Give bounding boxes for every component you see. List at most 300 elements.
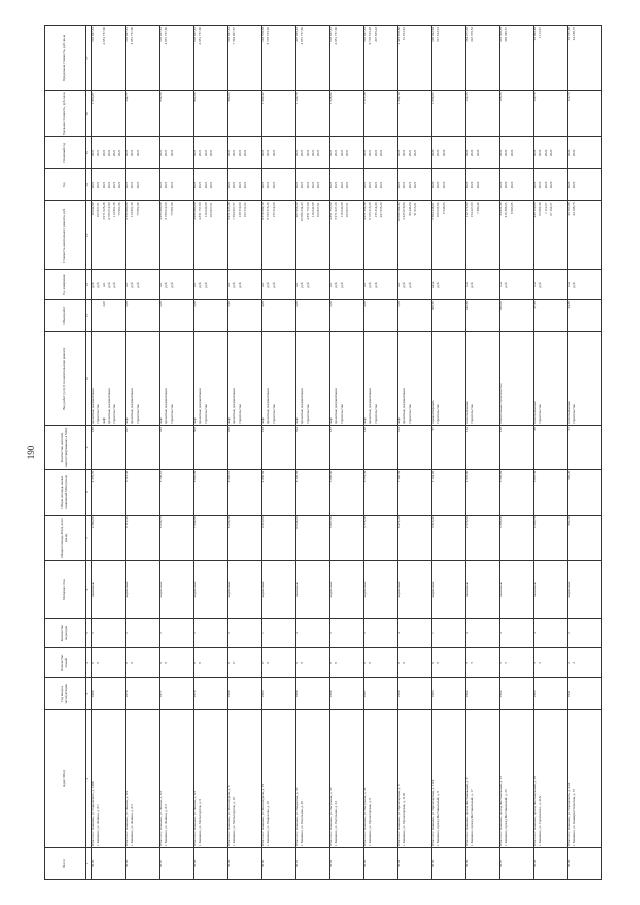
plan-year-cell-line: 2021 xyxy=(169,149,174,157)
column-number: 8 xyxy=(86,469,92,515)
year-work-cell-line: 2021 xyxy=(164,181,169,189)
plan-year-cell-line: 2021 xyxy=(91,149,95,157)
plan-year-cell-line: 2021 xyxy=(203,149,208,157)
limit-cost-cell xyxy=(160,26,194,91)
address-cell xyxy=(500,710,534,848)
volume-cell-line: 2,00 xyxy=(125,301,129,307)
works-cell xyxy=(228,332,262,426)
plan-year-cell-line: 2022 xyxy=(470,149,475,157)
limit-cost-cell-line: 2 425 878,80 xyxy=(397,27,401,45)
year-work-cell-line: 2021 xyxy=(305,181,310,189)
works-cell-line: теплоснабжение xyxy=(533,401,537,425)
unit-cell xyxy=(262,270,296,300)
address-cell-line: г. Кашкино, ул. Горловского, д. 41А xyxy=(538,796,543,846)
wall-material-cell: кирпичные xyxy=(330,561,364,618)
floors-cell-line: 9 xyxy=(334,662,339,664)
unit-cell-line: руб. xyxy=(135,281,140,288)
table-header xyxy=(45,26,86,880)
year-work-cell-line: 2021 xyxy=(130,181,135,189)
address-cell-line: Итого по г. Кашкино, ул. Пролетарская, д. 111Б xyxy=(431,779,435,846)
floors-cell xyxy=(92,648,126,678)
floors-cell xyxy=(568,648,602,678)
specific-cost-cell: 344,77 xyxy=(126,91,160,137)
year-work-cell-line: 2021 xyxy=(208,181,213,189)
works-cell xyxy=(534,332,568,426)
plan-year-cell-line: 2021 xyxy=(363,149,367,157)
year-work-cell xyxy=(126,169,160,201)
unit-cell-line: шт. xyxy=(329,282,333,287)
row-number: 58.93 xyxy=(364,847,398,879)
works-cell-line: лифт xyxy=(159,417,163,425)
cost-cell-line: 162 511,02 xyxy=(242,202,247,218)
volume-cell xyxy=(364,300,398,332)
cost-cell-line: 8 378 299,19 xyxy=(261,202,265,220)
limit-cost-cell xyxy=(534,26,568,91)
column-header: Предельная стоимость, руб./кв.м xyxy=(45,26,86,91)
volume-cell-line xyxy=(505,301,510,330)
cost-cell xyxy=(160,201,194,270)
plan-year-cell-line: 2021 xyxy=(339,149,344,157)
plan-year-cell xyxy=(500,137,534,169)
column-number: 1 xyxy=(86,847,92,879)
column-header: Стоимость капитального ремонта, руб. xyxy=(45,201,86,270)
plan-year-cell-line: 2021 xyxy=(198,149,203,157)
volume-cell-line: 2,00 xyxy=(295,301,299,307)
unit-cell-line: шт. xyxy=(101,282,106,287)
cost-cell-line: 116 042,99 xyxy=(339,202,344,218)
unit-cell-line: шт. xyxy=(125,282,129,287)
volume-cell-line: 24,59 xyxy=(567,301,571,309)
residents-cell: 544 xyxy=(296,426,330,470)
plan-year-cell-line: 2021 xyxy=(344,149,349,157)
works-cell-line: строительство xyxy=(203,403,208,425)
column-number: 3 xyxy=(86,678,92,710)
limit-cost-cell-line: 63 892,48 xyxy=(533,27,537,41)
floors-cell xyxy=(534,648,568,678)
unit-cell-line: руб. xyxy=(96,281,101,288)
works-cell-line: строительство xyxy=(339,403,344,425)
floors-cell-line: 9 xyxy=(193,662,197,664)
entrances-cell: 4 xyxy=(500,618,534,648)
address-cell-line: Итого по г. Кашкино, ул. Горновского, д. 148Б xyxy=(91,781,95,846)
total-area-cell: 6 036,70 xyxy=(160,515,194,561)
works-cell-line: строительство xyxy=(96,403,101,425)
cost-cell xyxy=(262,201,296,270)
plan-year-cell-line: 2021 xyxy=(300,149,305,157)
wall-material-cell: панельные xyxy=(534,561,568,618)
cost-cell xyxy=(432,201,466,270)
plan-year-cell xyxy=(398,137,432,169)
cost-cell-line: 103 827,61 xyxy=(96,202,101,218)
plan-year-cell-line: 2022 xyxy=(567,149,571,157)
cost-cell-line: 103 827,61 xyxy=(316,202,321,218)
volume-cell-line: 1,00 xyxy=(397,301,401,307)
column-header: Общая площадь МКД, всего (кв.м) xyxy=(45,515,86,561)
works-cell-line: лифт xyxy=(397,417,401,425)
floors-cell-line: 5 xyxy=(538,662,543,664)
address-cell-line: г. Кашкино, ул. Нагульная, д. 22 xyxy=(334,801,339,846)
wall-material-cell: кирпичные xyxy=(398,561,432,618)
cost-cell-line: 5 971 627,28 xyxy=(334,202,339,220)
limit-cost-cell-line: 9 705 515,20 xyxy=(368,27,373,45)
plan-year-cell-line: 2021 xyxy=(193,149,197,157)
address-cell xyxy=(228,710,262,848)
total-area-cell: 10 548,00 xyxy=(296,515,330,561)
plan-year-cell-line: 2021 xyxy=(402,149,407,157)
limit-cost-cell-line: 51 913,81 xyxy=(402,27,407,41)
unit-cell-line: руб. xyxy=(203,281,208,288)
address-cell-line: Итого по г. Кашкино, ул. Нагульная, д. 20 xyxy=(329,787,333,846)
works-cell-line: лифт xyxy=(261,417,265,425)
wall-material-cell: панельные xyxy=(466,561,500,618)
unit-cell xyxy=(568,270,602,300)
floors-cell-line: 9 xyxy=(125,662,129,664)
specific-cost-cell: 113,73 xyxy=(568,91,602,137)
cost-cell-line: 9 705 515,20 xyxy=(266,202,271,220)
floors-cell xyxy=(330,648,364,678)
entrances-cell: 2 xyxy=(228,618,262,648)
cost-cell-line: 4 851 757,60 xyxy=(198,202,203,220)
plan-year-cell-line: 2021 xyxy=(310,149,315,157)
year-work-cell-line: 2022 xyxy=(572,181,577,189)
year-work-cell-line: 2021 xyxy=(295,181,299,189)
living-area-cell: 3 775,39 xyxy=(364,469,398,515)
address-cell-line: г. Кашкино, ул. Пролетарская, д. 6 xyxy=(368,797,373,846)
floors-cell-line: 9 xyxy=(198,662,203,664)
plan-year-cell xyxy=(228,137,262,169)
year-work-cell-line: 2021 xyxy=(368,181,373,189)
floors-cell-line: 9 xyxy=(295,662,299,664)
year-work-cell-line: 2021 xyxy=(232,181,237,189)
year-work-cell-line: 2021 xyxy=(407,181,412,189)
volume-cell xyxy=(228,300,262,332)
works-cell-line: строительство xyxy=(470,403,475,425)
volume-cell-line: 242,59 xyxy=(465,301,469,311)
cost-cell-line: 51 913,81 xyxy=(412,202,417,216)
works-cell-line: отремонтировать xyxy=(431,400,435,425)
address-cell-line: Итого по г. Кашкино, проезд Фестивальный, д. 25 xyxy=(533,775,537,846)
works-cell xyxy=(364,332,398,426)
specific-cost-cell: 1 394,18 xyxy=(398,91,432,137)
plan-year-cell-line: 2021 xyxy=(412,149,417,157)
year-work-cell xyxy=(500,169,534,201)
works-cell xyxy=(262,332,296,426)
specific-cost-cell: 836,50 xyxy=(160,91,194,137)
unit-cell xyxy=(92,270,126,300)
volume-cell-line xyxy=(375,301,380,330)
total-area-cell: 3 897,66 xyxy=(330,515,364,561)
row-number: 58.92 xyxy=(330,847,364,879)
limit-cost-cell xyxy=(92,26,126,91)
address-cell xyxy=(330,710,364,848)
unit-cell-line: п.м xyxy=(533,282,537,287)
specific-cost-cell: 586,03 xyxy=(228,91,262,137)
year-work-cell-line: 2021 xyxy=(96,181,101,189)
plan-year-cell-line: 2021 xyxy=(232,149,237,157)
year-work-cell xyxy=(364,169,398,201)
table-row xyxy=(160,26,194,880)
plan-year-cell-line: 2021 xyxy=(373,149,378,157)
address-cell-line: Итого по г. Кашкино, ул. Некрасова, д. 25 xyxy=(295,787,299,846)
unit-cell xyxy=(500,270,534,300)
works-cell-line: лифт xyxy=(363,417,367,425)
column-number: 4 xyxy=(86,648,92,678)
address-cell-line: Итого по г. Кашкино, ул. Ленина, д. 8/2 xyxy=(159,790,163,846)
volume-cell xyxy=(398,300,432,332)
limit-cost-cell-line: 103 827,61 xyxy=(363,27,367,42)
row-number: 58.90 xyxy=(262,847,296,879)
plan-year-cell-line: 2022 xyxy=(499,149,503,157)
year-cell: 1978 xyxy=(126,678,160,710)
year-work-cell-line: 2020 xyxy=(431,181,435,189)
year-work-cell-line: 2021 xyxy=(412,181,417,189)
limit-cost-cell xyxy=(432,26,466,91)
mkd-repair-table xyxy=(44,25,602,880)
specific-cost-cell: 1 146,79 xyxy=(296,91,330,137)
unit-cell-line: руб. xyxy=(402,281,407,288)
unit-cell-line: руб. xyxy=(504,281,509,288)
wall-material-cell: панельные xyxy=(500,561,534,618)
limit-cost-cell xyxy=(330,26,364,91)
limit-cost-cell xyxy=(398,26,432,91)
residents-cell: 303 xyxy=(194,426,228,470)
year-work-cell xyxy=(92,169,126,201)
living-area-cell: 5 708,10 xyxy=(160,469,194,515)
works-cell-line: проектные документации xyxy=(300,388,305,425)
floors-cell xyxy=(262,648,296,678)
unit-cell-line: руб. xyxy=(91,281,95,288)
floors-cell-line: 9 xyxy=(368,662,373,664)
plan-year-cell-line: 2021 xyxy=(397,149,401,157)
volume-cell-line: 4,00 xyxy=(261,301,265,307)
limit-cost-cell-line: 103 827,61 xyxy=(91,27,95,42)
cost-cell-line: 116 042,99 xyxy=(310,202,315,218)
year-cell: 1983 xyxy=(432,678,466,710)
address-cell-line: г. Кашкино, ул. Нагульная, д. 20 xyxy=(300,801,305,846)
unit-cell xyxy=(330,270,364,300)
cost-cell-line: 10 096 234,43 xyxy=(300,202,305,222)
specific-cost-cell: 1 059,03 xyxy=(432,91,466,137)
volume-cell-line xyxy=(539,301,544,330)
column-number: 10 xyxy=(86,332,92,426)
row-number: 58.89 xyxy=(228,847,262,879)
address-cell-line: г. Кашкино, проезд Фестивальный, д. 9 xyxy=(436,791,441,846)
plan-year-cell-line: 2022 xyxy=(572,149,577,157)
works-cell xyxy=(126,332,160,426)
year-cell: 1889 xyxy=(92,678,126,710)
limit-cost-cell-line: 162 578,03 xyxy=(261,27,265,42)
limit-cost-cell-line: 207 655,22 xyxy=(373,27,378,42)
table-row xyxy=(126,26,160,880)
plan-year-cell-line: 2021 xyxy=(135,149,140,157)
volume-cell xyxy=(330,300,364,332)
floors-cell-line: 9 xyxy=(266,662,271,664)
volume-cell-line xyxy=(471,301,476,330)
cost-cell-line: 10 066 284,43 xyxy=(397,202,401,222)
floors-cell xyxy=(398,648,432,678)
floors-cell xyxy=(466,648,500,678)
plan-year-cell xyxy=(92,137,126,169)
wall-material-cell: кирпичные xyxy=(568,561,602,618)
limit-cost-cell-line: 329 396,57 xyxy=(504,27,509,42)
plan-year-cell-line: 2022 xyxy=(441,149,446,157)
year-work-cell-line: 2022 xyxy=(465,181,469,189)
works-cell-line: проектные документации xyxy=(198,388,203,425)
floors-cell-line: 17 xyxy=(232,661,237,665)
limit-cost-cell-line: 354 277,03 xyxy=(465,27,469,42)
year-work-cell xyxy=(160,169,194,201)
volume-cell-line: 4,00 xyxy=(363,301,367,307)
year-work-cell-line: 2022 xyxy=(533,181,537,189)
unit-cell-line: руб. xyxy=(237,281,242,288)
cost-cell-line: 103 827,61 xyxy=(344,202,349,218)
residents-cell: 186 xyxy=(92,426,126,470)
floors-cell-line: 9 xyxy=(363,662,367,664)
plan-year-cell-line: 2021 xyxy=(117,149,122,157)
column-header: Плановый год xyxy=(45,137,86,169)
cost-cell-line: 7 380,46 xyxy=(475,202,480,215)
address-cell xyxy=(432,710,466,848)
works-cell-line: проектные документации xyxy=(368,388,373,425)
plan-year-cell xyxy=(432,137,466,169)
row-number: 58.86 xyxy=(126,847,160,879)
cost-cell-line: 33 767,89 xyxy=(567,202,571,216)
column-header: Количество этажей xyxy=(45,648,86,678)
entrances-cell: 4 xyxy=(534,618,568,648)
cost-cell-line: 207 655,22 xyxy=(378,202,383,218)
address-cell xyxy=(398,710,432,848)
total-area-cell: 3 775,39 xyxy=(364,515,398,561)
address-cell-line: г. Кашкино, ул. Коммунистическая, д. 57 xyxy=(572,788,577,846)
total-area-cell: 4 380,99 xyxy=(92,515,126,561)
column-number: 16 xyxy=(86,91,92,137)
volume-cell-line xyxy=(113,301,118,330)
table-row xyxy=(568,26,602,880)
plan-year-cell-line: 2022 xyxy=(509,149,514,157)
limit-cost-cell-line: 103 827,61 xyxy=(193,27,197,42)
table-row xyxy=(228,26,262,880)
wall-material-cell: кирпичные xyxy=(432,561,466,618)
plan-year-cell-line: 2021 xyxy=(106,149,111,157)
year-work-cell xyxy=(466,169,500,201)
plan-year-cell xyxy=(466,137,500,169)
column-number: 2 xyxy=(86,710,92,848)
plan-year-cell-line: 2022 xyxy=(548,149,553,157)
cost-cell-line: 5 971 627,28 xyxy=(227,202,231,220)
rotated-document xyxy=(26,25,584,880)
cost-cell-line: 114 801,38 xyxy=(130,202,135,218)
cost-cell xyxy=(466,201,500,270)
works-cell-line: строительство xyxy=(169,403,174,425)
table-row xyxy=(534,26,568,880)
year-work-cell-line: 2021 xyxy=(159,181,163,189)
column-number: 6 xyxy=(86,561,92,618)
address-cell-line: г. Кашкино, ул. Ленина, д. 8/2 xyxy=(130,804,135,846)
unit-cell-line: руб. xyxy=(300,281,305,288)
volume-cell-line: 309,59 xyxy=(431,301,435,311)
column-header: Материал стен xyxy=(45,561,86,618)
volume-cell xyxy=(500,300,534,332)
wall-material-cell: кирпичные xyxy=(228,561,262,618)
unit-cell-line: руб. xyxy=(266,281,271,288)
residents-cell: 427 xyxy=(126,426,160,470)
works-cell xyxy=(296,332,330,426)
floors-cell xyxy=(364,648,398,678)
floors-cell xyxy=(126,648,160,678)
plan-year-cell-line: 2021 xyxy=(305,149,310,157)
cost-cell-line: 103 827,61 xyxy=(208,202,213,218)
year-work-cell xyxy=(568,169,602,201)
total-area-cell: 3 916,46 xyxy=(432,515,466,561)
year-work-cell-line: 2021 xyxy=(271,181,276,189)
column-header: Количество подъездов xyxy=(45,618,86,648)
unit-cell-line: п.м xyxy=(465,282,469,287)
address-cell-line: Итого по г. Кашкино, ул. Нагульная, д. 24 xyxy=(363,787,367,846)
limit-cost-cell-line: 4 851 757,60 xyxy=(130,27,135,45)
year-work-cell-line: 2022 xyxy=(436,181,441,189)
plan-year-cell-line: 2020 xyxy=(431,149,435,157)
floors-cell-line: 5 xyxy=(504,662,509,664)
cost-cell-line: 2 425 878,80 xyxy=(402,202,407,220)
volume-cell xyxy=(296,300,330,332)
plan-year-cell xyxy=(126,137,160,169)
entrances-cell: 2 xyxy=(364,618,398,648)
works-cell xyxy=(92,332,126,426)
year-work-cell-line: 2021 xyxy=(363,181,367,189)
works-cell-line: строительство xyxy=(305,403,310,425)
table-row xyxy=(466,26,500,880)
plan-year-cell-line: 2021 xyxy=(96,149,101,157)
floors-cell xyxy=(296,648,330,678)
unit-cell-line: руб. xyxy=(368,281,373,288)
unit-cell xyxy=(194,270,228,300)
plan-year-cell-line: 2022 xyxy=(543,149,548,157)
address-cell-line: г. Кашкино, ул. Ленина, д. 8/3 xyxy=(164,804,169,846)
works-cell-line: строительство xyxy=(538,403,543,425)
limit-cost-cell-line: 4 851 757,60 xyxy=(300,27,305,45)
plan-year-cell-line: 2022 xyxy=(533,149,537,157)
volume-cell xyxy=(92,300,126,332)
column-header: Количество жителей, зарегистрированных в МКД xyxy=(45,426,86,470)
year-work-cell-line: 2021 xyxy=(101,181,106,189)
year-work-cell-line: 2021 xyxy=(310,181,315,189)
cost-cell-line: 4 795 012,60 xyxy=(106,202,111,220)
living-area-cell: 5 601,09 xyxy=(194,469,228,515)
year-work-cell-line: 2022 xyxy=(543,181,548,189)
plan-year-cell xyxy=(194,137,228,169)
specific-cost-cell: 1 528,84 xyxy=(330,91,364,137)
works-cell-line: проектные документации xyxy=(334,388,339,425)
column-header: Ед. измерения xyxy=(45,270,86,300)
unit-cell-line: руб. xyxy=(339,281,344,288)
year-work-cell-line: 2022 xyxy=(538,181,543,189)
volume-cell-line: 2,90 xyxy=(227,301,231,307)
unit-cell-line: шт. xyxy=(397,282,401,287)
plan-year-cell-line: 2022 xyxy=(475,149,480,157)
floors-cell-line: 9 xyxy=(130,662,135,664)
limit-cost-cell xyxy=(296,26,330,91)
cost-cell-line: 10 042,99 xyxy=(91,202,95,216)
cost-cell xyxy=(194,201,228,270)
address-cell-line: г. Кашкино, ул. Некрасова, д. 25 xyxy=(266,800,271,846)
plan-year-cell-line: 2021 xyxy=(271,149,276,157)
works-cell xyxy=(466,332,500,426)
row-number: 58.87 xyxy=(160,847,194,879)
cost-cell-line: 4 851 757,60 xyxy=(305,202,310,220)
cost-cell-line: 4 955 800,08 xyxy=(159,202,163,220)
living-area-cell: 2 576,90 xyxy=(466,469,500,515)
specific-cost-cell: 1 669,42 xyxy=(262,91,296,137)
